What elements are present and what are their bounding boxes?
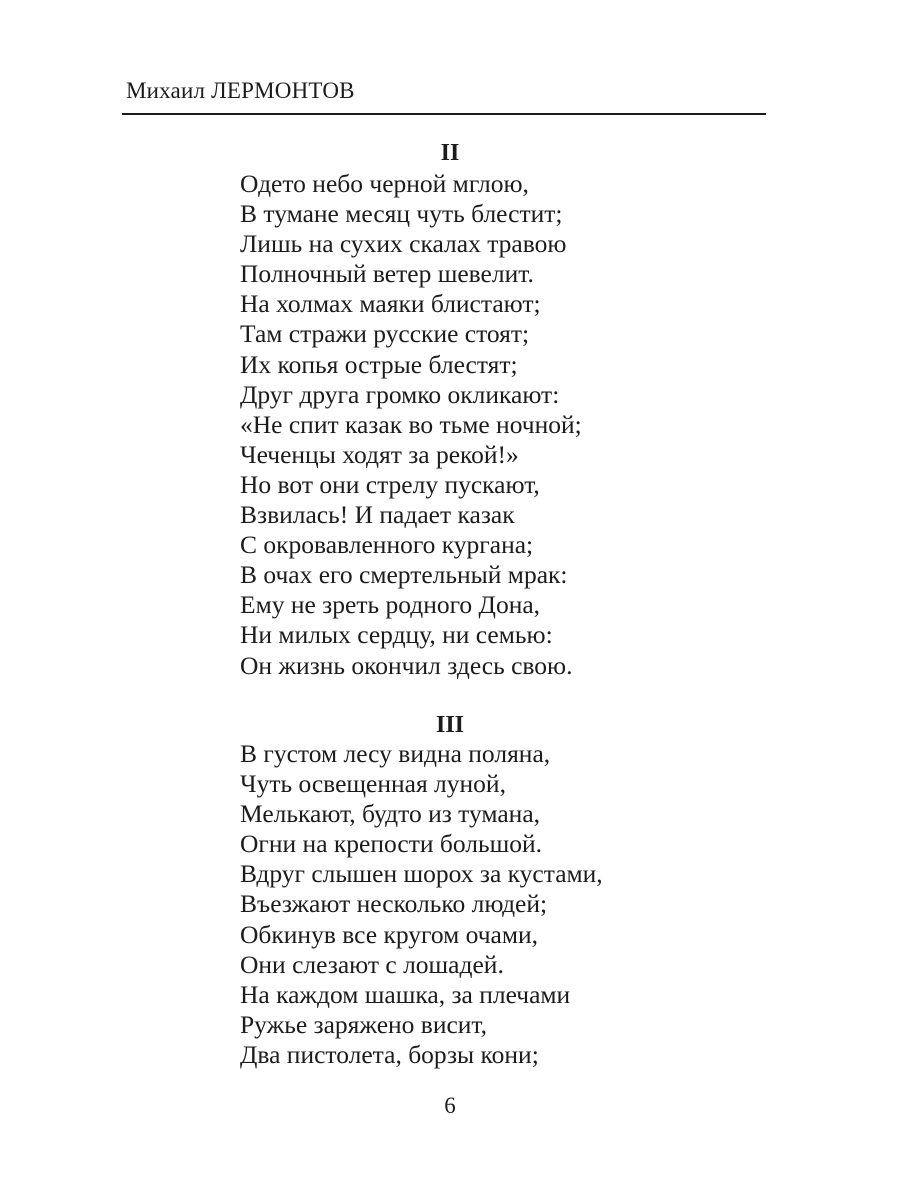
verse-line: В густом лесу видна поляна,	[240, 739, 551, 768]
verse-line: В очах его смертельный мрак:	[240, 560, 568, 590]
verse-line: В тумане месяц чуть блестит;	[240, 199, 563, 229]
verse-line: Огни на крепости большой.	[240, 829, 543, 859]
verse-line: Лишь на сухих скалах травою	[240, 229, 567, 259]
verse-line: Мелькают, будто из тумана,	[240, 799, 541, 829]
verse-line: Он жизнь окончил здесь свою.	[240, 650, 573, 680]
stanza-iii-verse	[240, 739, 603, 1070]
verse-line: «Не спит казак во тьме ночной;	[240, 409, 582, 439]
verse-line: Ему не зреть родного Дона,	[240, 590, 541, 620]
stanza-numeral-iii: III	[435, 712, 465, 738]
page-number: 6	[444, 1093, 456, 1118]
verse-line: На холмах маяки блистают;	[240, 289, 541, 319]
verse-line: Ружье заряжено висит,	[240, 1009, 488, 1039]
verse-line: Одето небо черной мглою,	[240, 169, 529, 198]
verse-line: С окровавленного кургана;	[240, 530, 534, 560]
verse-line: Обкинув все кругом очами,	[240, 919, 538, 949]
verse-line: На каждом шашка, за плечами	[240, 979, 571, 1009]
verse-line: Взвилась! И падает казак	[240, 500, 515, 530]
verse-line: Чуть освещенная луной,	[240, 769, 506, 799]
stanza-ii-verse	[240, 169, 582, 681]
header-rule	[122, 113, 766, 115]
verse-line: Въезжают несколько людей;	[240, 889, 548, 919]
verse-line: Друг друга громко окликают:	[240, 379, 560, 409]
verse-line: Чеченцы ходят за рекой!»	[240, 439, 519, 469]
verse-line: Два пистолета, борзы кони;	[240, 1039, 539, 1069]
running-head-author: Михаил ЛЕРМОНТОВ	[126, 78, 355, 103]
verse-line: Ни милых сердцу, ни семью:	[240, 620, 553, 650]
stanza-numeral-ii: II	[440, 140, 460, 166]
verse-line: Они слезают с лошадей.	[240, 949, 504, 979]
verse-line: Там стражи русские стоят;	[240, 319, 530, 349]
verse-line: Но вот они стрелу пускают,	[240, 469, 540, 499]
verse-line: Вдруг слышен шорох за кустами,	[240, 859, 603, 889]
verse-line: Их копья острые блестят;	[240, 349, 518, 379]
verse-line: Полночный ветер шевелит.	[240, 259, 534, 289]
